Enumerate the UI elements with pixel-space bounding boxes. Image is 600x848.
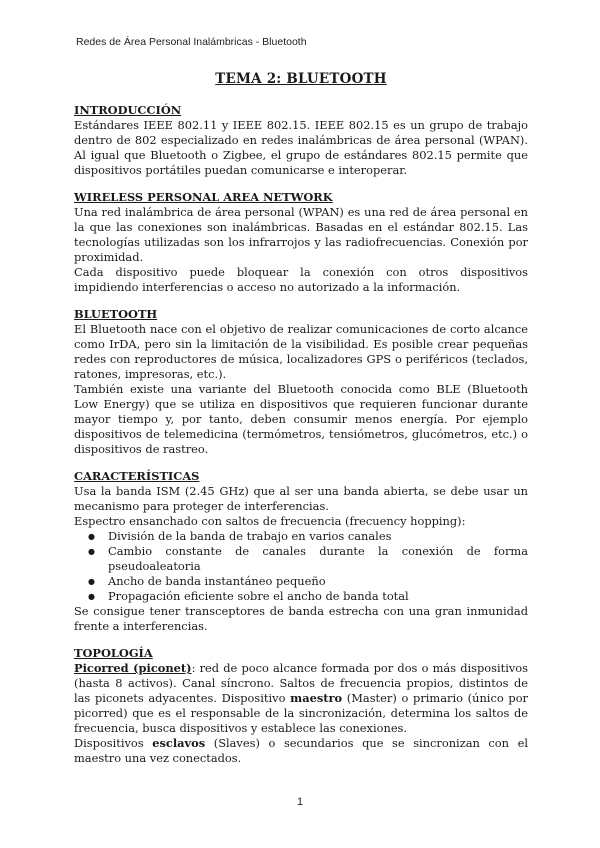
paragraph-piconet: [74, 661, 528, 736]
text-span: (Slaves) o secundarios que se sincronizan con el maestro una vez conectados.: [74, 736, 528, 765]
paragraph: Se consigue tener transceptores de banda estrecha con una gran inmunidad frente a interferencias.: [74, 604, 528, 633]
section-wpan: [74, 190, 528, 295]
text-span: : red de poco alcance formada por dos o más dispositivos (hasta 8 activos). Canal síncrono. Saltos de frecuencia propios, distintos de las piconets adyacentes. Dispositivo: [74, 661, 529, 705]
term-piconet: Picorred (piconet): [74, 661, 192, 675]
section-heading: CARACTERÍSTICAS: [74, 469, 200, 483]
section-bluetooth: [74, 307, 528, 457]
section-caracteristicas: [74, 469, 528, 634]
section-heading: WIRELESS PERSONAL AREA NETWORK: [74, 190, 333, 204]
document-body: [74, 72, 528, 778]
section-heading: INTRODUCCIÓN: [74, 103, 182, 117]
paragraph: Cada dispositivo puede bloquear la conexión con otros dispositivos impidiendo interferencias o acceso no autorizado a la información.: [74, 265, 528, 294]
text-span: (Master) o primario (único por picorred) que es el responsable de la sincronización, determina los saltos de frecuencia, busca dispositivos y establece las conexiones.: [74, 691, 528, 735]
paragraph: Usa la banda ISM (2.45 GHz) que al ser una banda abierta, se debe usar un mecanismo para proteger de interferencias.: [74, 484, 528, 513]
page-number: 1: [296, 796, 304, 808]
page-header: Redes de Área Personal Inalámbricas - Bluetooth: [76, 36, 307, 48]
paragraph: Una red inalámbrica de área personal (WPAN) es una red de área personal en la que las conexiones son inalámbricas. Basadas en el estándar 802.15. Las tecnologías utilizadas son los infrarrojos y las radiofrecuencias. Conexión por proximidad.: [74, 205, 528, 264]
paragraph-esclavos: [74, 736, 528, 766]
list-item: ● Ancho de banda instantáneo pequeño: [108, 574, 528, 589]
paragraph: Espectro ensanchado con saltos de frecuencia (frecuency hopping):: [74, 514, 466, 528]
list-item: ● Cambio constante de canales durante la conexión de forma pseudoaleatoria: [108, 544, 528, 574]
term-maestro: maestro: [290, 691, 343, 705]
list-item: ● Propagación eficiente sobre el ancho de banda total: [108, 589, 528, 604]
section-topologia: [74, 646, 528, 766]
section-introduccion: [74, 103, 528, 178]
section-heading: TOPOLOGÍA: [74, 646, 153, 660]
term-esclavos: esclavos: [152, 736, 206, 750]
document-title: TEMA 2: BLUETOOTH: [215, 71, 387, 87]
paragraph: Estándares IEEE 802.11 y IEEE 802.15. IEEE 802.15 es un grupo de trabajo dentro de 802 especializado en redes inalámbricas de área personal (WPAN). Al igual que Bluetooth o Zigbee, el grupo de estándares 802.15 permite que dispositivos portátiles puedan comunicarse e interoperar.: [74, 118, 528, 177]
bullet-list: [74, 529, 528, 604]
list-item: ● División de la banda de trabajo en varios canales: [108, 529, 528, 544]
text-span: Dispositivos: [74, 736, 153, 750]
section-heading: BLUETOOTH: [74, 307, 158, 321]
paragraph: También existe una variante del Bluetooth conocida como BLE (Bluetooth Low Energy) que se utiliza en dispositivos que requieren funcionar durante mayor tiempo y, por tanto, deben consumir menos energía. Por ejemplo dispositivos de telemedicina (termómetros, tensiómetros, glucómetros, etc.) o dispositivos de rastreo.: [74, 382, 528, 456]
paragraph: El Bluetooth nace con el objetivo de realizar comunicaciones de corto alcance como IrDA, pero sin la limitación de la visibilidad. Es posible crear pequeñas redes con reproductores de música, localizadores GPS o periféricos (teclados, ratones, impresoras, etc.).: [74, 322, 528, 381]
